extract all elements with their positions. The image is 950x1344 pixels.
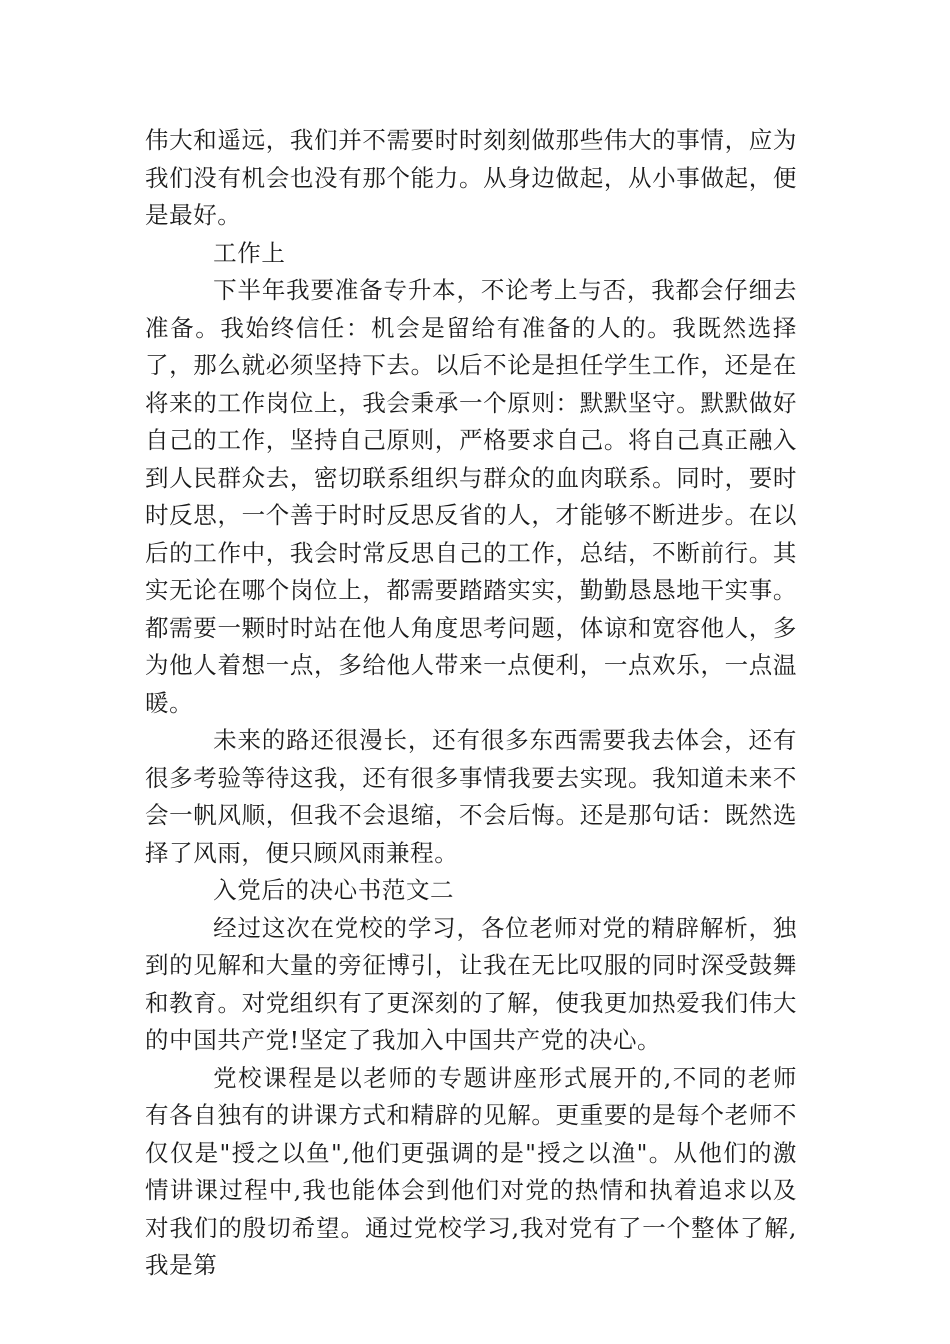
- paragraph-party-school: 经过这次在党校的学习，各位老师对党的精辟解析，独到的见解和大量的旁征博引，让我在无比叹服的同时深受鼓舞和教育。对党组织有了更深刻的了解，使我更加热爱我们伟大的中国共产党!坚定了我加入中国共产党的决心。: [145, 913, 797, 1054]
- document-page: [145, 122, 797, 1285]
- paragraph-future: 未来的路还很漫长，还有很多东西需要我去体会，还有很多考验等待这我，还有很多事情我要去实现。我知道未来不会一帆风顺，但我不会退缩，不会后悔。还是那句话：既然选择了风雨，便只顾风雨兼程。: [145, 726, 797, 867]
- section-heading-sample-two: 入党后的决心书范文二: [213, 876, 455, 904]
- section-heading-work: 工作上: [213, 238, 286, 267]
- paragraph-work-plan: 下半年我要准备专升本，不论考上与否，我都会仔细去准备。我始终信任：机会是留给有准备的人的。我既然选择了，那么就必须坚持下去。以后不论是担任学生工作，还是在将来的工作岗位上，我会秉承一个原则：默默坚守。默默做好自己的工作，坚持自己原则，严格要求自己。将自己真正融入到人民群众去，密切联系组织与群众的血肉联系。同时，要时时反思，一个善于时时反思反省的人，才能够不断进步。在以后的工作中，我会时常反思自己的工作，总结，不断前行。其实无论在哪个岗位上，都需要踏踏实实，勤勤恳恳地干实事。都需要一颗时时站在他人角度思考问题，体谅和宽容他人，多为他人着想一点，多给他人带来一点便利，一点欢乐，一点温暖。: [145, 276, 797, 717]
- paragraph-courses: 党校课程是以老师的专题讲座形式展开的,不同的老师有各自独有的讲课方式和精辟的见解。更重要的是每个老师不仅仅是"授之以鱼",他们更强调的是"授之以渔"。从他们的激情讲课过程中,我也能体会到他们对党的热情和执着追求以及对我们的殷切希望。通过党校学习,我对党有了一个整体了解,我是第: [145, 1063, 797, 1279]
- paragraph-continuation: 伟大和遥远，我们并不需要时时刻刻做那些伟大的事情，应为我们没有机会也没有那个能力。从身边做起，从小事做起，便是最好。: [145, 126, 797, 229]
